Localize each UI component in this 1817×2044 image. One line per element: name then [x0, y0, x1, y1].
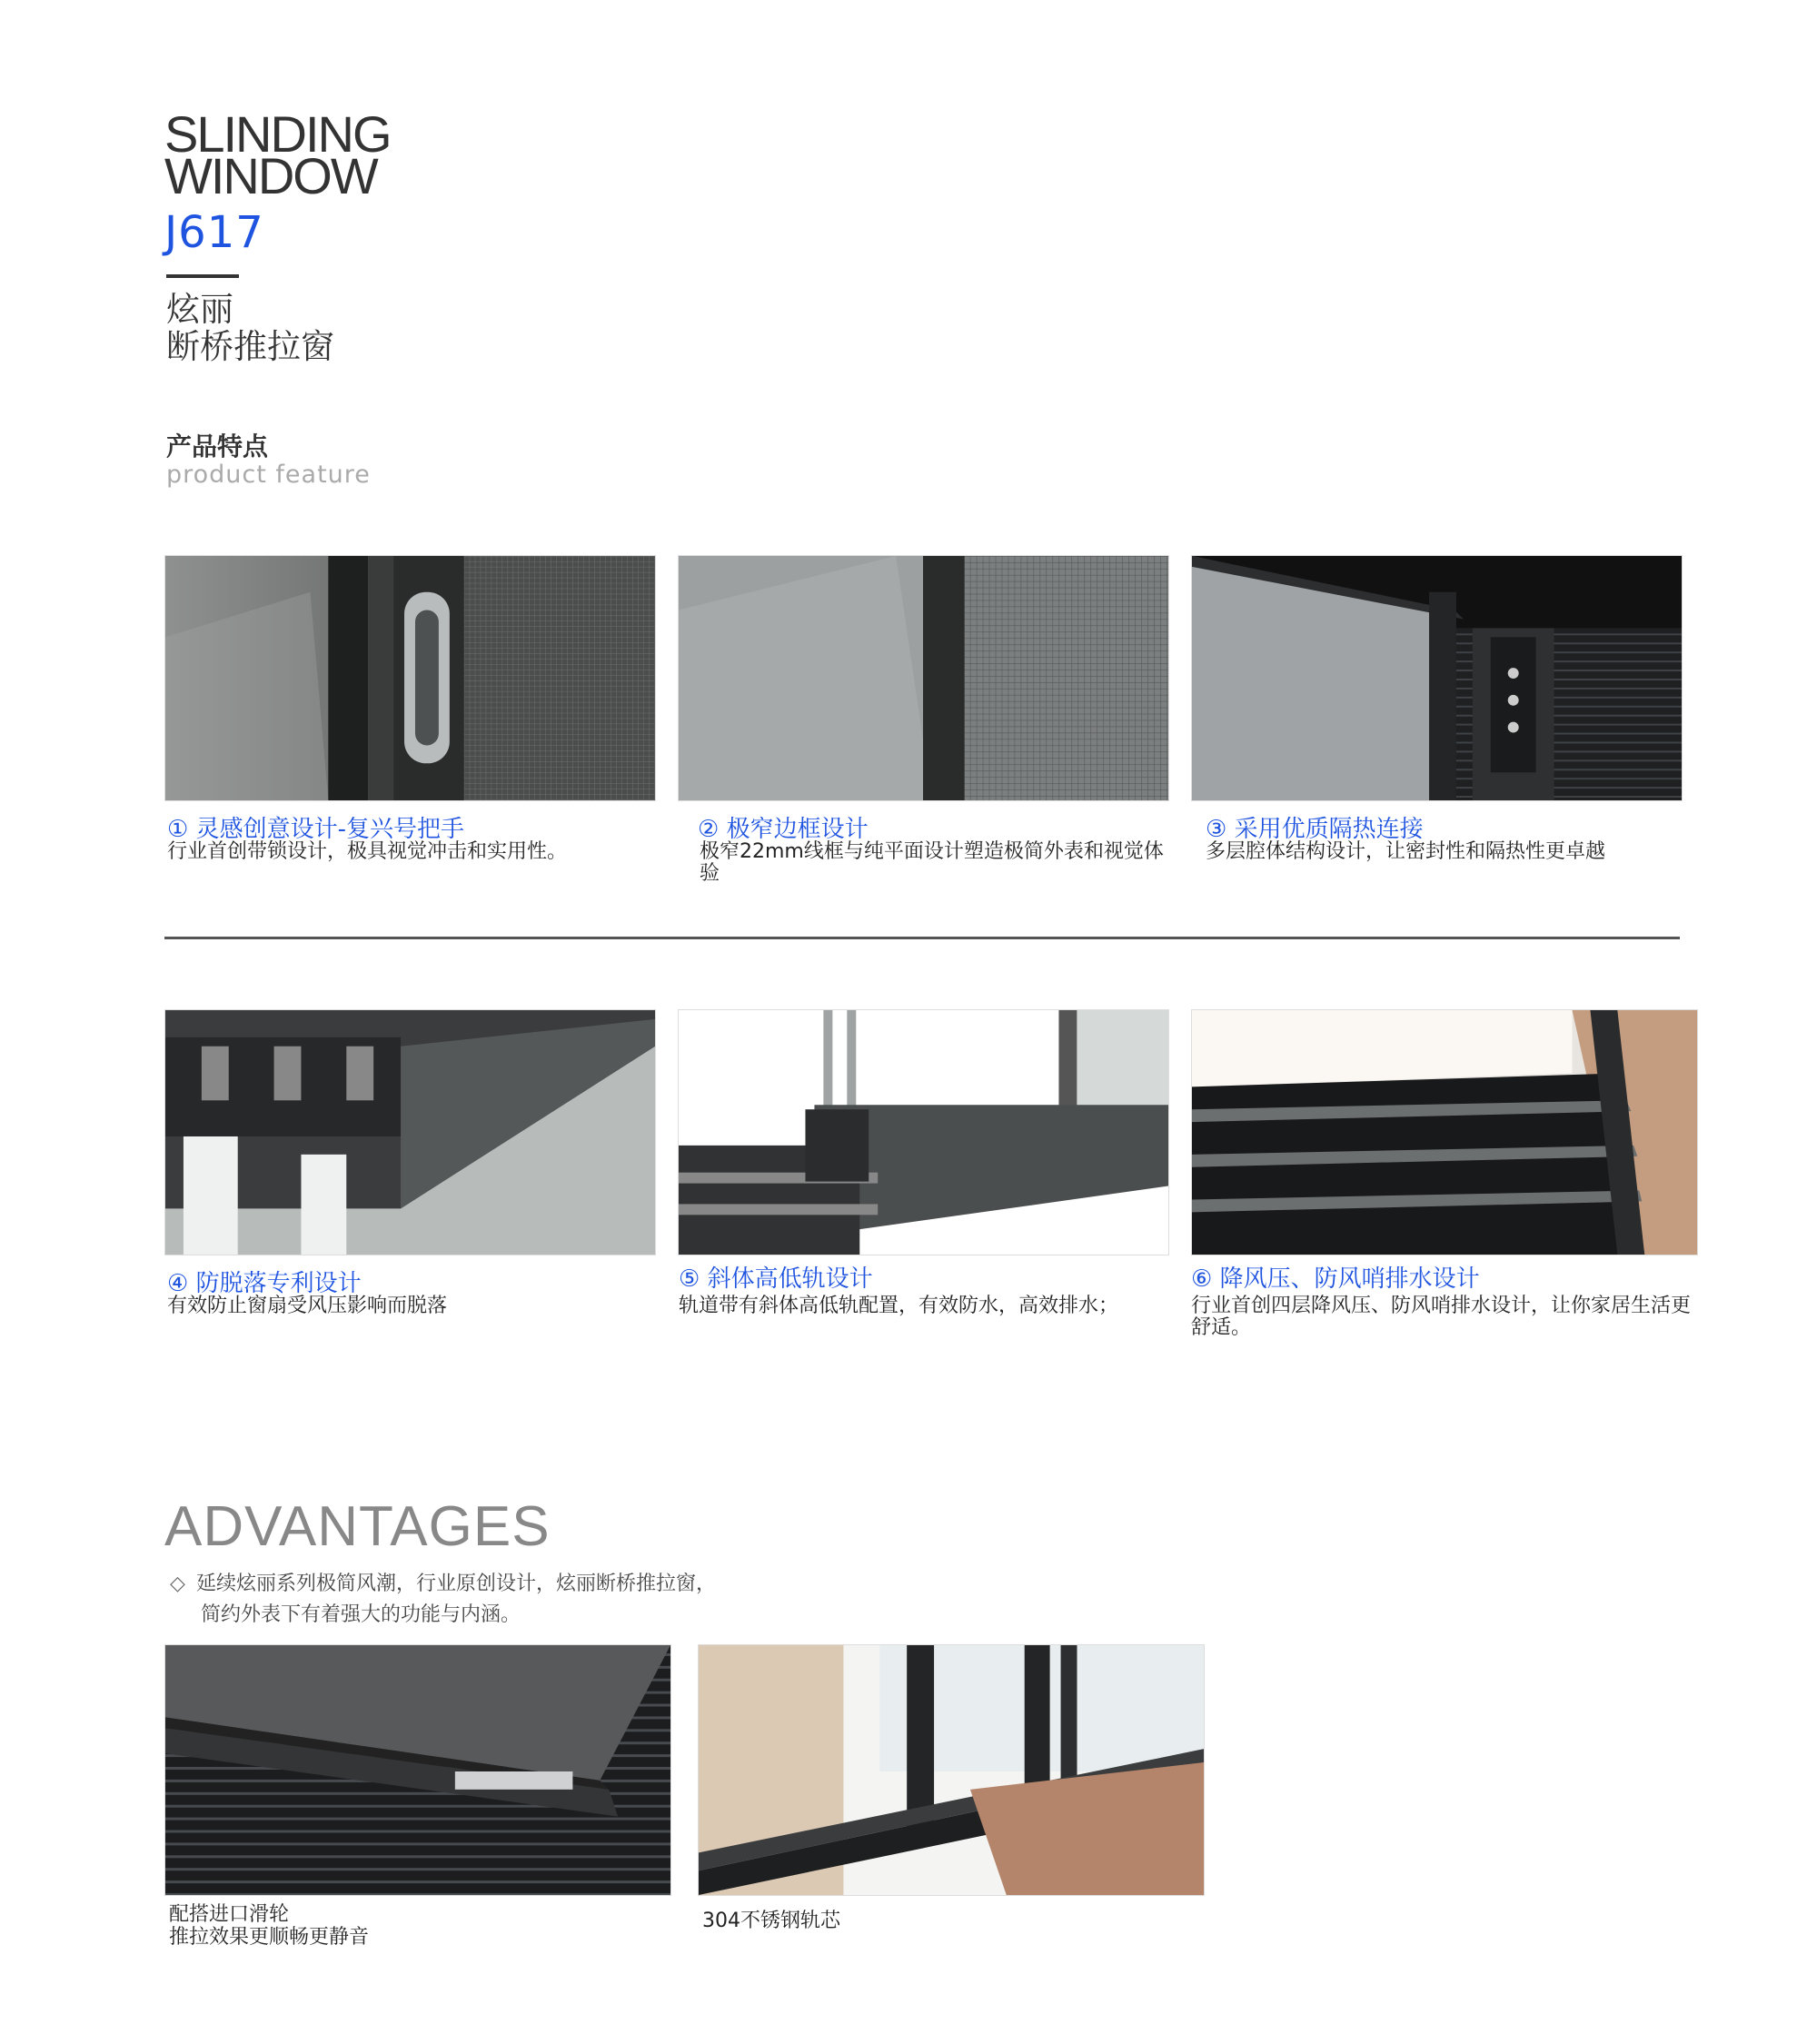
- roller-caption: [169, 1903, 369, 1949]
- stainless-rail-photo: [698, 1644, 1205, 1896]
- diamond-icon: ◇: [170, 1573, 185, 1595]
- section-divider: [164, 937, 1680, 939]
- advantages-line-2: 简约外表下有着强大的功能与内涵。: [201, 1603, 521, 1626]
- narrow-frame-photo: [678, 555, 1169, 801]
- section-title-cn: 产品特点: [166, 432, 269, 461]
- product-name-line-1: 炫丽: [166, 290, 233, 329]
- roller-caption-line-2: 推拉效果更顺畅更静音: [169, 1926, 370, 1949]
- feature-desc-4: 有效防止窗扇受风压影响而脱落: [167, 1295, 448, 1317]
- advantages-line-1: 延续炫丽系列极简风潮，行业原创设计，炫丽断桥推拉窗，: [196, 1573, 717, 1595]
- feature-desc-6: 行业首创四层降风压、防风哨排水设计，让你家居生活更舒适。: [1191, 1295, 1692, 1339]
- feature-title-2: ② 极窄边框设计: [698, 816, 869, 843]
- feature-title-5: ⑤ 斜体高低轨设计: [679, 1265, 873, 1293]
- advantages-text: [170, 1569, 716, 1631]
- thermal-break-photo: [1191, 555, 1683, 801]
- high-low-track-photo: [678, 1009, 1169, 1255]
- feature-title-6: ⑥ 降风压、防风哨排水设计: [1191, 1265, 1480, 1293]
- title-line-1: SLINDING: [164, 105, 391, 163]
- section-title-en: product feature: [166, 461, 371, 489]
- drainage-track-photo: [1191, 1009, 1698, 1255]
- roller-caption-line-1: 配搭进口滑轮: [169, 1903, 290, 1926]
- feature-desc-1: 行业首创带锁设计，极具视觉冲击和实用性。: [167, 840, 568, 863]
- rail-caption: 304不锈钢轨芯: [702, 1910, 840, 1932]
- product-title: [164, 105, 391, 204]
- handle-photo: [164, 555, 656, 801]
- feature-desc-5: 轨道带有斜体高低轨配置，有效防水，高效排水；: [679, 1295, 1119, 1317]
- product-name-cn: [166, 291, 334, 365]
- feature-title-1: ① 灵感创意设计-复兴号把手: [167, 816, 464, 843]
- product-name-line-2: 断桥推拉窗: [166, 327, 334, 366]
- anti-fall-photo: [164, 1009, 656, 1255]
- feature-desc-3: 多层腔体结构设计，让密封性和隔热性更卓越: [1206, 840, 1606, 863]
- feature-desc-2: 极窄22mm线框与纯平面设计塑造极简外表和视觉体验: [700, 840, 1164, 885]
- advantages-title: ADVANTAGES: [164, 1495, 551, 1558]
- feature-title-4: ④ 防脱落专利设计: [167, 1270, 362, 1297]
- title-underline: [166, 274, 239, 278]
- title-line-2: WINDOW: [164, 147, 377, 204]
- model-number: J617: [164, 207, 264, 258]
- roller-photo: [164, 1644, 671, 1896]
- feature-title-3: ③ 采用优质隔热连接: [1206, 816, 1424, 843]
